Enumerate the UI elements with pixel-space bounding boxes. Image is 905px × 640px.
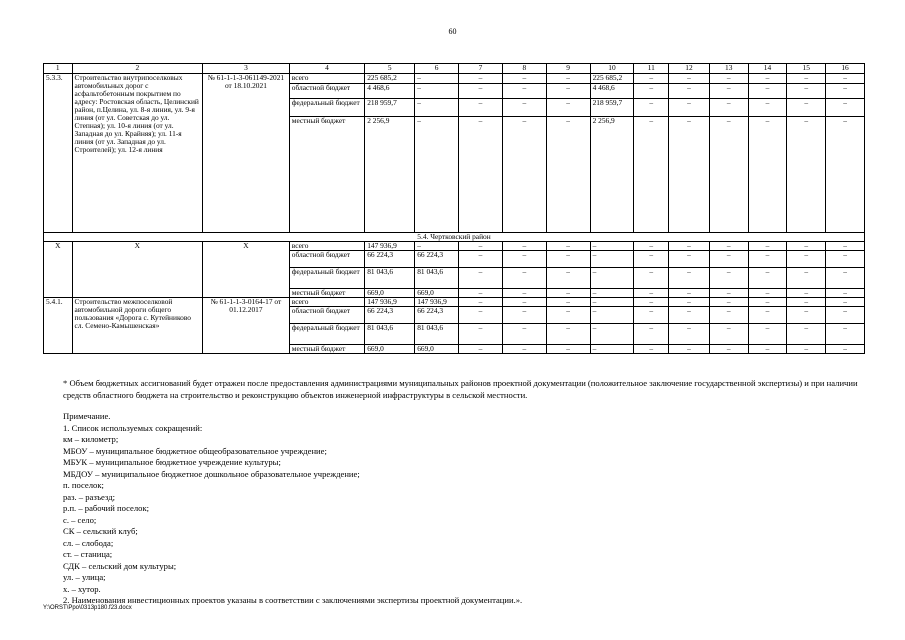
- amount-cell: –: [634, 345, 669, 354]
- header-cell: 14: [748, 64, 787, 74]
- abbreviation-list: [63, 423, 863, 607]
- header-cell: 1: [44, 64, 73, 74]
- amount-cell: –: [669, 117, 710, 233]
- amount-cell: –: [634, 74, 669, 84]
- amount-cell: 66 224,3: [415, 307, 459, 324]
- amount-cell: –: [459, 307, 503, 324]
- note-item: р.п. – рабочий поселок;: [63, 503, 150, 513]
- amount-cell: –: [415, 242, 459, 251]
- amount-cell: 81 043,6: [365, 324, 415, 345]
- amount-cell: –: [590, 324, 634, 345]
- amount-cell: –: [546, 242, 590, 251]
- amount-cell: 66 224,3: [365, 307, 415, 324]
- amount-cell: –: [787, 289, 826, 298]
- page-number: 60: [448, 27, 457, 36]
- section-title: 5.4. Чертковский район: [44, 233, 865, 242]
- file-path: Y:\ORST\Ppo\0313p180.f23.docx: [43, 605, 132, 611]
- note-item: СДК – сельский дом культуры;: [63, 560, 177, 571]
- amount-cell: –: [634, 298, 669, 307]
- row-541-line: [44, 298, 865, 307]
- note-item: МБДОУ – муниципальное бюджетное дошкольное образовательное учреждение;: [63, 468, 360, 479]
- amount-cell: –: [748, 324, 787, 345]
- amount-cell: –: [709, 345, 748, 354]
- amount-cell: 4 468,6: [365, 84, 415, 99]
- amount-cell: –: [826, 84, 865, 99]
- budget-table: [43, 63, 865, 354]
- amount-cell: –: [826, 289, 865, 298]
- note-item: ст. – станица;: [63, 549, 113, 559]
- amount-cell: –: [669, 345, 710, 354]
- amount-cell: –: [502, 345, 546, 354]
- amount-cell: 218 959,7: [365, 99, 415, 117]
- amount-cell: –: [459, 298, 503, 307]
- note-item: СК – сельский клуб;: [63, 526, 138, 536]
- amount-cell: –: [669, 242, 710, 251]
- funding-source: федеральный бюджет: [289, 99, 364, 117]
- header-cell: 16: [826, 64, 865, 74]
- header-cell: 13: [709, 64, 748, 74]
- amount-cell: –: [634, 99, 669, 117]
- amount-cell: –: [826, 99, 865, 117]
- amount-cell: –: [748, 251, 787, 268]
- amount-cell: –: [709, 268, 748, 289]
- amount-cell: –: [502, 307, 546, 324]
- amount-cell: –: [415, 84, 459, 99]
- amount-cell: –: [546, 99, 590, 117]
- footnote: * Объем бюджетных ассигнований будет отражен после предоставления администрациями муниципальных районов проектной документации (положительное заключение государственной экспертизы) и при наличии средств областного бюджета на строительство и реконструкцию объектов инженерной инфраструктуры в сельской местности.: [63, 378, 858, 400]
- amount-cell: 147 936,9: [365, 242, 415, 251]
- amount-cell: –: [669, 84, 710, 99]
- note-item: сл. – слобода;: [63, 537, 114, 548]
- item-number: 5.4.1.: [44, 298, 73, 354]
- note-item: х. – хутор.: [63, 583, 101, 594]
- amount-cell: –: [415, 99, 459, 117]
- amount-cell: –: [546, 345, 590, 354]
- amount-cell: –: [826, 307, 865, 324]
- item-number: Х: [44, 242, 73, 298]
- amount-cell: –: [826, 117, 865, 233]
- amount-cell: –: [502, 268, 546, 289]
- amount-cell: –: [590, 298, 634, 307]
- amount-cell: –: [634, 251, 669, 268]
- amount-cell: 66 224,3: [415, 251, 459, 268]
- header-cell: 8: [502, 64, 546, 74]
- amount-cell: –: [634, 242, 669, 251]
- amount-cell: –: [826, 74, 865, 84]
- funding-source: областной бюджет: [289, 251, 364, 268]
- section-row: [44, 233, 865, 242]
- amount-cell: –: [502, 117, 546, 233]
- amount-cell: –: [546, 324, 590, 345]
- amount-cell: 225 685,2: [590, 74, 634, 84]
- notes-block: [63, 378, 863, 607]
- amount-cell: –: [748, 268, 787, 289]
- amount-cell: –: [748, 84, 787, 99]
- amount-cell: 147 936,9: [365, 298, 415, 307]
- funding-source: всего: [289, 242, 364, 251]
- amount-cell: 147 936,9: [415, 298, 459, 307]
- amount-cell: 2 256,9: [590, 117, 634, 233]
- amount-cell: –: [502, 99, 546, 117]
- amount-cell: –: [787, 324, 826, 345]
- amount-cell: 669,0: [365, 345, 415, 354]
- amount-cell: –: [546, 74, 590, 84]
- amount-cell: 225 685,2: [365, 74, 415, 84]
- header-cell: 5: [365, 64, 415, 74]
- header-cell: 3: [203, 64, 290, 74]
- note-title: Примечание.: [63, 411, 111, 421]
- amount-cell: –: [634, 307, 669, 324]
- amount-cell: 81 043,6: [415, 324, 459, 345]
- header-cell: 10: [590, 64, 634, 74]
- amount-cell: –: [787, 84, 826, 99]
- header-cell: 11: [634, 64, 669, 74]
- amount-cell: –: [787, 268, 826, 289]
- amount-cell: –: [787, 345, 826, 354]
- amount-cell: –: [502, 324, 546, 345]
- amount-cell: –: [415, 117, 459, 233]
- amount-cell: –: [709, 74, 748, 84]
- amount-cell: –: [669, 74, 710, 84]
- amount-cell: –: [669, 289, 710, 298]
- amount-cell: –: [748, 117, 787, 233]
- amount-cell: –: [459, 324, 503, 345]
- header-cell: 2: [72, 64, 203, 74]
- table-header-row: [44, 64, 865, 74]
- amount-cell: –: [826, 345, 865, 354]
- amount-cell: –: [502, 298, 546, 307]
- amount-cell: –: [669, 268, 710, 289]
- funding-source: федеральный бюджет: [289, 324, 364, 345]
- amount-cell: –: [459, 268, 503, 289]
- amount-cell: –: [415, 74, 459, 84]
- expertise-doc: № 61-1-1-3-0164-17 от 01.12.2017: [203, 298, 290, 354]
- funding-source: местный бюджет: [289, 117, 364, 233]
- amount-cell: –: [590, 307, 634, 324]
- amount-cell: –: [709, 99, 748, 117]
- amount-cell: –: [634, 289, 669, 298]
- funding-source: всего: [289, 74, 364, 84]
- expertise-doc: Х: [203, 242, 290, 298]
- amount-cell: –: [590, 345, 634, 354]
- amount-cell: –: [709, 251, 748, 268]
- amount-cell: –: [787, 251, 826, 268]
- amount-cell: –: [748, 242, 787, 251]
- note-item: 2. Наименования инвестиционных проектов указаны в соответствии с заключениями экспертизы проектной документации.».: [63, 595, 523, 605]
- amount-cell: –: [546, 307, 590, 324]
- amount-cell: –: [459, 74, 503, 84]
- amount-cell: –: [502, 289, 546, 298]
- amount-cell: 2 256,9: [365, 117, 415, 233]
- amount-cell: –: [709, 324, 748, 345]
- amount-cell: –: [787, 99, 826, 117]
- amount-cell: 81 043,6: [365, 268, 415, 289]
- amount-cell: –: [826, 268, 865, 289]
- row-533-line: [44, 74, 865, 84]
- amount-cell: –: [709, 307, 748, 324]
- amount-cell: –: [787, 117, 826, 233]
- header-cell: 9: [546, 64, 590, 74]
- project-name: Х: [72, 242, 203, 298]
- header-cell: 15: [787, 64, 826, 74]
- note-item: ул. – улица;: [63, 572, 106, 582]
- amount-cell: –: [634, 268, 669, 289]
- amount-cell: –: [634, 324, 669, 345]
- funding-source: областной бюджет: [289, 307, 364, 324]
- amount-cell: –: [748, 307, 787, 324]
- amount-cell: –: [634, 117, 669, 233]
- amount-cell: –: [546, 117, 590, 233]
- amount-cell: –: [590, 268, 634, 289]
- amount-cell: –: [459, 99, 503, 117]
- item-number: 5.3.3.: [44, 74, 73, 233]
- amount-cell: –: [748, 289, 787, 298]
- amount-cell: –: [459, 345, 503, 354]
- amount-cell: –: [787, 307, 826, 324]
- note-item: МБУК – муниципальное бюджетное учреждение культуры;: [63, 457, 281, 467]
- amount-cell: –: [669, 324, 710, 345]
- amount-cell: –: [459, 251, 503, 268]
- amount-cell: –: [459, 117, 503, 233]
- amount-cell: –: [709, 84, 748, 99]
- note-item: МБОУ – муниципальное бюджетное общеобразовательное учреждение;: [63, 445, 327, 456]
- amount-cell: –: [709, 242, 748, 251]
- funding-source: местный бюджет: [289, 345, 364, 354]
- note-item: км – километр;: [63, 434, 119, 444]
- amount-cell: –: [459, 289, 503, 298]
- amount-cell: –: [748, 298, 787, 307]
- amount-cell: –: [748, 74, 787, 84]
- amount-cell: –: [826, 242, 865, 251]
- amount-cell: 669,0: [365, 289, 415, 298]
- amount-cell: –: [669, 307, 710, 324]
- amount-cell: –: [669, 99, 710, 117]
- amount-cell: –: [709, 117, 748, 233]
- amount-cell: –: [502, 242, 546, 251]
- amount-cell: –: [502, 74, 546, 84]
- amount-cell: –: [787, 298, 826, 307]
- amount-cell: –: [826, 298, 865, 307]
- note-item: 1. Список используемых сокращений:: [63, 422, 203, 433]
- amount-cell: –: [546, 84, 590, 99]
- project-name: Строительство внутрипоселковых автомобильных дорог с асфальтобетонным покрытием по адресу: Ростовская область, Целинский район, п.Целина, ул. 8-я линия, ул. 9-я линия (от ул. Советская до ул. Степная); ул. 10-я линия (от ул. Западная до ул. Крайняя); ул. 11-я линия (от ул. Западная до ул. Строителей); ул. 12-я линия: [72, 74, 203, 233]
- amount-cell: –: [546, 289, 590, 298]
- project-name: Строительство межпоселковой автомобильной дороги общего пользования «Дорога с. Кутейниково сл. Семено-Камышенская»: [72, 298, 203, 354]
- amount-cell: –: [826, 251, 865, 268]
- note-item: раз. – разъезд;: [63, 491, 115, 502]
- amount-cell: –: [634, 84, 669, 99]
- header-cell: 4: [289, 64, 364, 74]
- amount-cell: –: [748, 99, 787, 117]
- funding-source: областной бюджет: [289, 84, 364, 99]
- row-x-line: [44, 242, 865, 251]
- note-item: п. поселок;: [63, 480, 104, 490]
- amount-cell: –: [709, 289, 748, 298]
- note-item: с. – село;: [63, 514, 97, 525]
- amount-cell: –: [459, 84, 503, 99]
- amount-cell: –: [590, 242, 634, 251]
- amount-cell: –: [709, 298, 748, 307]
- funding-source: федеральный бюджет: [289, 268, 364, 289]
- amount-cell: 66 224,3: [365, 251, 415, 268]
- funding-source: местный бюджет: [289, 289, 364, 298]
- amount-cell: 81 043,6: [415, 268, 459, 289]
- amount-cell: –: [590, 289, 634, 298]
- amount-cell: –: [787, 242, 826, 251]
- amount-cell: 4 468,6: [590, 84, 634, 99]
- amount-cell: –: [669, 298, 710, 307]
- amount-cell: –: [748, 345, 787, 354]
- header-cell: 7: [459, 64, 503, 74]
- amount-cell: –: [826, 324, 865, 345]
- amount-cell: –: [546, 298, 590, 307]
- amount-cell: –: [502, 84, 546, 99]
- expertise-doc: № 61-1-1-3-061149-2021 от 18.10.2021: [203, 74, 290, 233]
- header-cell: 6: [415, 64, 459, 74]
- amount-cell: 218 959,7: [590, 99, 634, 117]
- amount-cell: –: [669, 251, 710, 268]
- amount-cell: –: [590, 251, 634, 268]
- amount-cell: –: [787, 74, 826, 84]
- amount-cell: –: [502, 251, 546, 268]
- amount-cell: 669,0: [415, 289, 459, 298]
- amount-cell: –: [546, 251, 590, 268]
- amount-cell: –: [546, 268, 590, 289]
- funding-source: всего: [289, 298, 364, 307]
- header-cell: 12: [669, 64, 710, 74]
- amount-cell: 669,0: [415, 345, 459, 354]
- amount-cell: –: [459, 242, 503, 251]
